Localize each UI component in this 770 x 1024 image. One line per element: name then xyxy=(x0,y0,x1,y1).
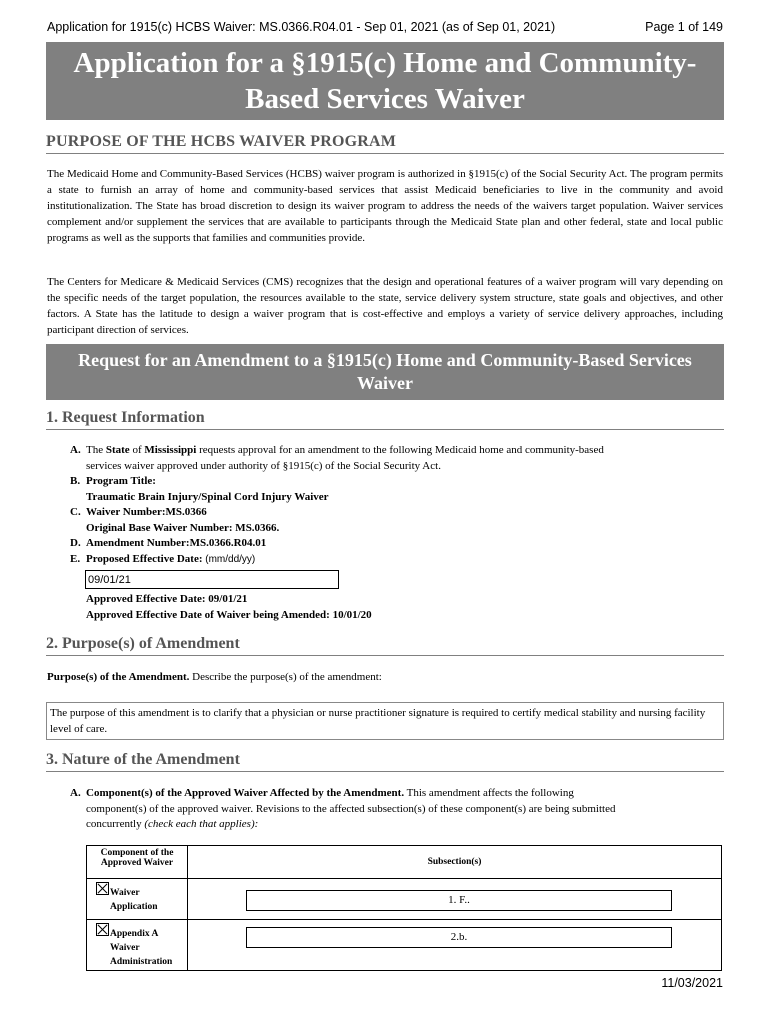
appendix-a-checkbox[interactable] xyxy=(96,923,109,936)
item-d xyxy=(70,536,710,552)
request-banner xyxy=(46,344,724,400)
item-a xyxy=(70,443,710,459)
purpose-paragraph-2: The Centers for Medicare & Medicaid Services (CMS) recognizes that the design and operational features of a waiver program will vary depending on the specific needs of the target population, the resources available to the state, service delivery system structure, state goals and objectives, and other factors. A State has the latitude to design a waiver program that is cost-effective and employs a variety of service delivery approaches, including participant direction of services. xyxy=(47,276,723,336)
effective-date-label: Proposed Effective Date: xyxy=(86,552,203,565)
amendment-number: Amendment Number:MS.0366.R04.01 xyxy=(86,537,267,549)
component-text-1: This amendment affects the following xyxy=(404,787,574,799)
item-a-of: of xyxy=(129,444,145,456)
component-text-2: component(s) of the approved waiver. Revisions to the affected subsection(s) of these component(s) are being submitted xyxy=(86,802,616,815)
item-a-label: A. xyxy=(70,444,81,456)
approved-amended-date: Approved Effective Date of Waiver being Amended: 10/01/20 xyxy=(86,608,372,621)
item-b xyxy=(70,474,710,490)
purpose-paragraph-1: The Medicaid Home and Community-Based Services (HCBS) waiver program is authorized in §1915(c) of the Social Security Act. The program permits a state to furnish an array of home and community-based services that assist Medicaid beneficiaries to live in the community and avoid institutionalization. The State has broad discretion to design its waiver program to address the needs of the waivers target population. Waiver services complement and/or supplement the services that are available to participants through the Medicaid State plan and other federal, state and local public programs as well as the supports that families and communities provide. xyxy=(47,168,723,244)
request-info-list xyxy=(70,443,710,567)
document-id: Application for 1915(c) HCBS Waiver: MS.0366.R04.01 - Sep 01, 2021 (as of Sep 01, 2021) xyxy=(47,20,556,34)
col-component-header: Component of the Approved Waiver xyxy=(87,846,188,879)
approved-dates xyxy=(70,592,710,623)
approved-effective-date: Approved Effective Date: 09/01/21 xyxy=(86,593,248,605)
section-3-heading: 3. Nature of the Amendment xyxy=(46,751,724,772)
table-row xyxy=(87,920,722,971)
item-e-label: E. xyxy=(70,552,81,565)
component-name: Waiver Application xyxy=(110,888,158,912)
effective-date-field[interactable]: 09/01/21 xyxy=(85,570,339,589)
item-a-pre: The xyxy=(86,444,106,456)
component-name: Appendix A Waiver Administration xyxy=(110,929,173,967)
purpose-label-rest: Describe the purpose(s) of the amendment: xyxy=(189,671,382,683)
program-title-label: Program Title: xyxy=(86,475,156,487)
item-c-label: C. xyxy=(70,506,81,518)
item-a-text-1: requests approval for an amendment to the following Medicaid home and community-based xyxy=(196,444,604,456)
check-instruction: (check each that applies): xyxy=(144,818,259,830)
waiver-application-checkbox[interactable] xyxy=(96,882,109,895)
subsection-field[interactable]: 1. F.. xyxy=(246,890,672,911)
section-2-heading: 2. Purpose(s) of Amendment xyxy=(46,635,724,656)
state-name: Mississippi xyxy=(144,444,197,456)
section-1-heading: 1. Request Information xyxy=(46,409,724,430)
item-b-label: B. xyxy=(70,475,81,487)
date-format-hint: (mm/dd/yy) xyxy=(202,553,256,565)
item-e xyxy=(70,552,710,568)
title-line-1: Application for a §1915(c) Home and Community- xyxy=(73,47,697,79)
item-a-text xyxy=(86,443,604,459)
purpose-prompt xyxy=(47,669,723,685)
component-text-3: concurrently xyxy=(86,818,145,830)
waiver-number: Waiver Number:MS.0366 xyxy=(86,506,207,518)
component-heading: Component(s) of the Approved Waiver Affected by the Amendment. xyxy=(86,787,405,799)
request-line-1: Request for an Amendment to a §1915(c) Home and Community-Based Services xyxy=(78,350,692,370)
nature-text xyxy=(70,786,710,833)
item-3a-label: A. xyxy=(70,787,81,799)
page-title xyxy=(46,42,724,120)
purpose-heading: PURPOSE OF THE HCBS WAIVER PROGRAM xyxy=(46,133,724,154)
purpose-label: Purpose(s) of the Amendment. xyxy=(47,671,190,683)
state-word: State xyxy=(105,444,130,456)
subsection-field[interactable]: 2.b. xyxy=(246,927,672,948)
program-title-value: Traumatic Brain Injury/Spinal Cord Injury Waiver xyxy=(86,490,329,503)
component-table xyxy=(86,845,722,971)
page-header xyxy=(47,20,723,34)
purpose-textarea[interactable]: The purpose of this amendment is to clarify that a physician or nurse practitioner signature is required to certify medical stability and nursing facility level of care. xyxy=(46,702,724,740)
item-c xyxy=(70,505,710,521)
table-row xyxy=(87,879,722,920)
original-waiver-number: Original Base Waiver Number: MS.0366. xyxy=(86,521,280,534)
title-line-2: Based Services Waiver xyxy=(245,83,525,115)
footer-date: 11/03/2021 xyxy=(661,976,723,990)
request-line-2: Waiver xyxy=(357,373,413,393)
item-a-text-2: services waiver approved under authority of §1915(c) of the Social Security Act. xyxy=(86,459,441,472)
col-subsection-header: Subsection(s) xyxy=(188,846,722,879)
item-d-label: D. xyxy=(70,537,81,549)
page-number: Page 1 of 149 xyxy=(645,20,723,34)
